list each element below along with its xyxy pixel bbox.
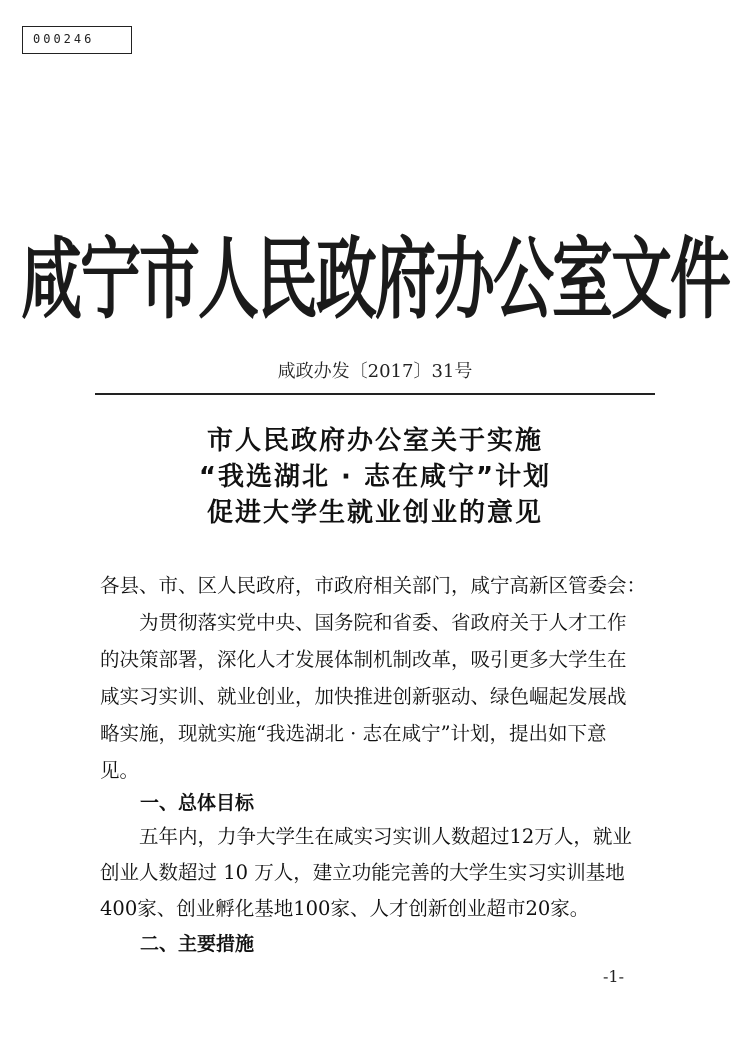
title-line-2: “我选湖北 · 志在咸宁”计划 [198, 462, 552, 492]
addressee: 各县、市、区人民政府，市政府相关部门，咸宁高新区管委会： [100, 574, 647, 597]
title-line-3: 促进大学生就业创业的意见 [206, 498, 543, 528]
section-1-line-1: 五年内，力争大学生在咸实习实训人数超过12万人，就业 [139, 825, 632, 848]
issuer-heading: 咸宁市人民政府办公室文件 [20, 228, 729, 332]
intro-line-4: 略实施，现就实施“我选湖北 · 志在咸宁”计划，提出如下意 [100, 722, 607, 745]
page-number: -1- [603, 967, 624, 986]
section-1-line-3: 400家、创业孵化基地100家、人才创新创业超市20家。 [100, 897, 590, 920]
section-1-line-2: 创业人数超过 10 万人，建立功能完善的大学生实习实训基地 [100, 861, 625, 884]
header-divider [95, 393, 655, 395]
intro-line-3: 咸实习实训、就业创业，加快推进创新驱动、绿色崛起发展战 [100, 685, 627, 708]
intro-line-1: 为贯彻落实党中央、国务院和省委、省政府关于人才工作 [139, 611, 627, 634]
intro-line-2: 的决策部署，深化人才发展体制机制改革，吸引更多大学生在 [100, 648, 627, 671]
intro-line-5: 见。 [100, 759, 140, 782]
document-number: 咸政办发〔2017〕31号 [277, 361, 473, 382]
title-line-1: 市人民政府办公室关于实施 [206, 426, 543, 456]
section-1-heading: 一、总体目标 [140, 792, 255, 814]
serial-number: 000246 [33, 32, 95, 46]
serial-number-box [22, 26, 132, 54]
section-2-heading: 二、主要措施 [140, 933, 255, 955]
